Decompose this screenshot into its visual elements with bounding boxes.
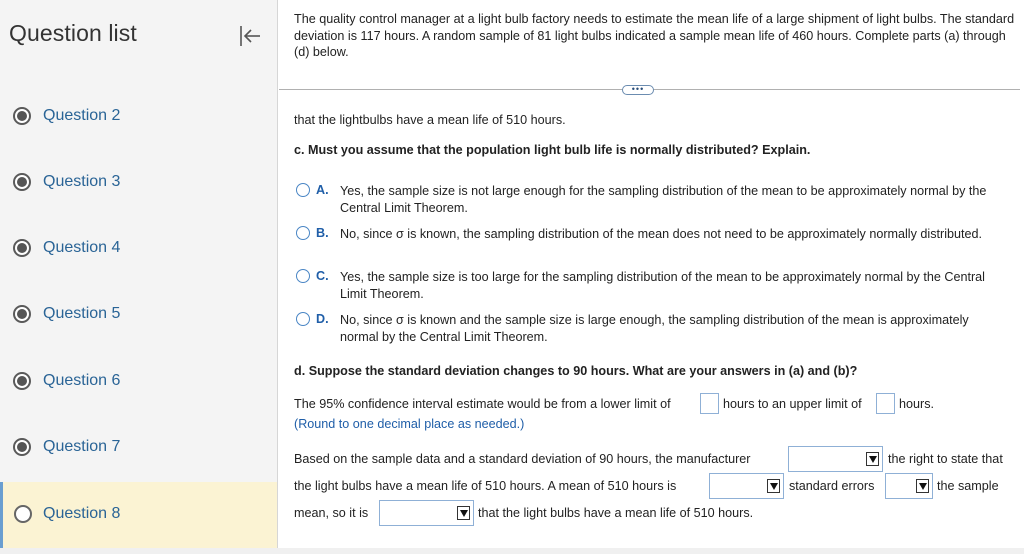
dropdown-arrow-icon [866,452,879,466]
part-d-question: d. Suppose the standard deviation changes to 90 hours. What are your answers in (a) and (b)? [294,364,858,378]
answered-indicator-icon [13,107,31,125]
ci-upper-limit-input[interactable] [876,393,895,414]
option-radio[interactable] [296,312,310,326]
question-label: Question 8 [43,505,121,522]
option-text: No, since σ is known, the sampling distribution of the mean does not need to be approximately normally distributed. [340,227,983,241]
question-label: Question 2 [43,107,121,124]
conclusion-text-7: that the light bulbs have a mean life of 510 hours. [478,506,754,520]
part-c-question: c. Must you assume that the population light bulb life is normally distributed? Explain. [294,143,811,157]
rounding-note: (Round to one decimal place as needed.) [294,417,525,431]
conclusion-text-3: the light bulbs have a mean life of 510 hours. A mean of 510 hours is [294,479,677,493]
likelihood-dropdown[interactable] [379,500,474,526]
option-text: Yes, the sample size is not large enough for the sampling distribution of the mean to be approximately normal by the Central Limit Theorem. [340,184,987,215]
answered-indicator-icon [13,239,31,257]
sidebar-title: Question list [9,20,137,46]
option-radio[interactable] [296,226,310,240]
dropdown-arrow-icon [767,479,780,493]
collapse-left-icon [236,22,264,50]
option-text: Yes, the sample size is too large for the sampling distribution of the mean to be approximately normal by the Central Limit Theorem. [340,270,985,301]
conclusion-text-4: standard errors [789,479,875,493]
option-text: No, since σ is known and the sample size is large enough, the sampling distribution of the mean is approximately normal by the Central Limit Theorem. [340,313,969,344]
option-letter: D. [316,312,329,326]
unanswered-indicator-icon [14,505,32,523]
question-label: Question 3 [43,173,121,190]
question-label: Question 7 [43,438,121,455]
ci-lower-limit-input[interactable] [700,393,719,414]
option-letter: C. [316,269,329,283]
question-list-item-7[interactable] [0,415,277,481]
ci-text-hours: hours. [899,397,935,411]
standard-errors-dropdown[interactable] [885,473,933,499]
question-list-item-8[interactable] [0,482,277,548]
conclusion-text-6: mean, so it is [294,506,369,520]
question-list-item-4[interactable] [0,216,277,282]
problem-statement: The quality control manager at a light bulb factory needs to estimate the mean life of a large shipment of light bulbs. The standard deviation is 117 hours. A random sample of 81 light bulbs indicated a sample mean life of 460 hours. Complete parts (a) through (d) below. [294,12,1015,59]
question-label: Question 5 [43,305,121,322]
mean-relation-dropdown[interactable] [709,473,784,499]
option-radio[interactable] [296,183,310,197]
question-list-item-3[interactable] [0,150,277,216]
ci-text-lower: The 95% confidence interval estimate would be from a lower limit of [294,397,671,411]
question-list-sidebar [0,0,278,548]
option-letter: A. [316,183,329,197]
collapse-sidebar-button[interactable] [236,22,264,50]
expand-more-button[interactable]: ••• [622,85,654,95]
answered-indicator-icon [13,438,31,456]
question-panel [279,0,1024,554]
question-label: Question 6 [43,372,121,389]
conclusion-text-2: the right to state that [888,452,1003,466]
partial-answer-line: that the lightbulbs have a mean life of 510 hours. [294,113,566,127]
manufacturer-right-dropdown[interactable] [788,446,883,472]
conclusion-text-1: Based on the sample data and a standard deviation of 90 hours, the manufacturer [294,452,751,466]
answered-indicator-icon [13,372,31,390]
answered-indicator-icon [13,173,31,191]
question-list-item-6[interactable] [0,349,277,415]
conclusion-text-5: the sample [937,479,999,493]
option-letter: B. [316,226,329,240]
option-radio[interactable] [296,269,310,283]
dropdown-arrow-icon [916,479,929,493]
ci-text-upper: hours to an upper limit of [723,397,862,411]
question-list-item-5[interactable] [0,282,277,348]
answered-indicator-icon [13,305,31,323]
question-label: Question 4 [43,239,121,256]
bottom-edge [0,548,1024,554]
dropdown-arrow-icon [457,506,470,520]
question-list-item-2[interactable] [0,84,277,150]
